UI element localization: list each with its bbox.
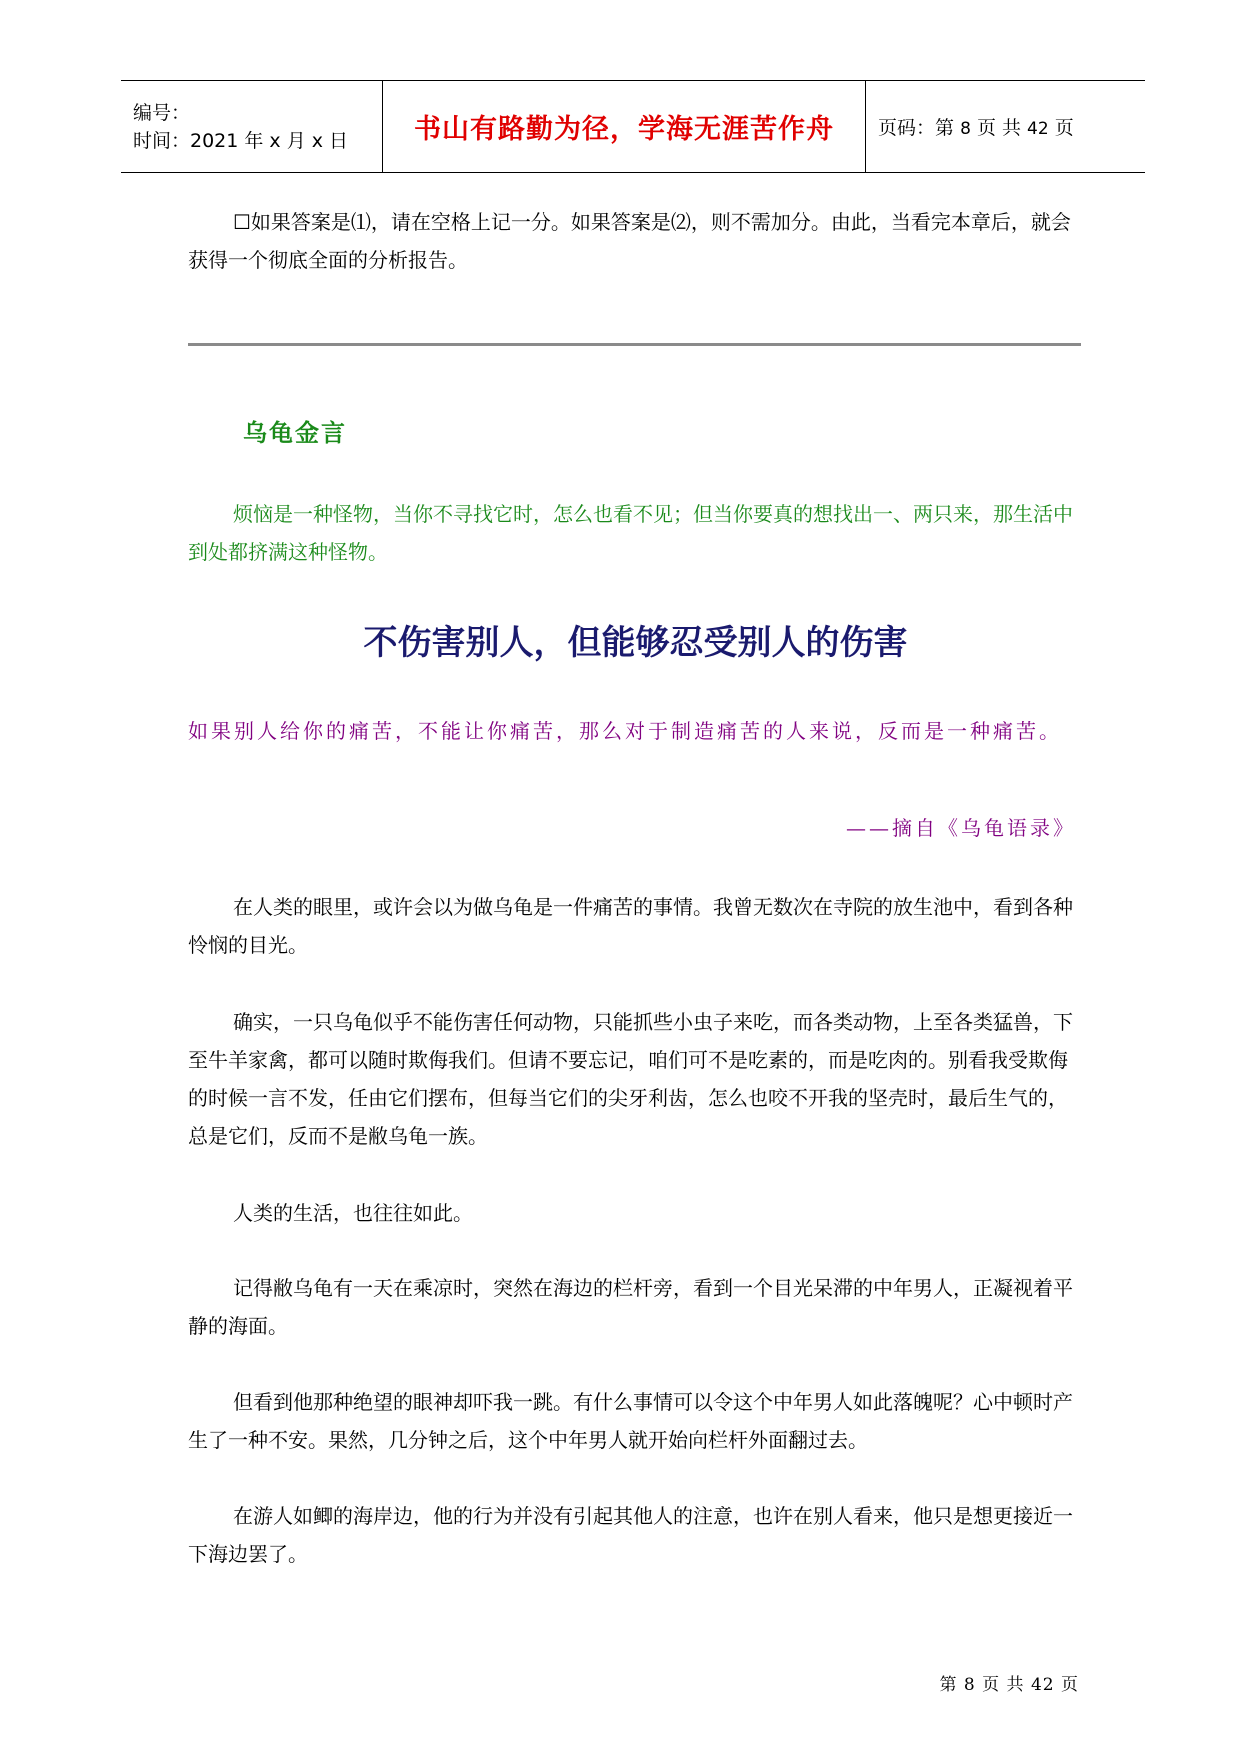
quote-text: 如果别人给你的痛苦，不能让你痛苦，那么对于制造痛苦的人来说，反而是一种痛苦。 (188, 719, 1062, 743)
number-label: 编号： (133, 101, 191, 124)
section-divider (188, 343, 1081, 346)
body-paragraph: 确实，一只乌龟似乎不能伤害任何动物，只能抓些小虫子来吃，而各类动物，上至各类猛兽，下至牛羊家禽，都可以随时欺侮我们。但请不要忘记，咱们可不是吃素的，而是吃肉的。别看我受欺侮的时候一言不发，任由它们摆布，但每当它们的尖牙利齿，怎么也咬不开我的坚壳时，最后生气的，总是它们，反而不是敝乌龟一族。 (188, 1010, 1073, 1148)
main-title: 不伤害别人，但能够忍受别人的伤害 (363, 623, 908, 663)
body-paragraph: 记得敝乌龟有一天在乘凉时，突然在海边的栏杆旁，看到一个目光呆滞的中年男人，正凝视着平静的海面。 (188, 1276, 1073, 1338)
time-label: 时间：2021 年 x 月 x 日 (133, 129, 349, 152)
quote-source: ——摘自《乌龟语录》 (846, 816, 1076, 840)
body-paragraph: 在游人如鲫的海岸边，他的行为并没有引起其他人的注意，也许在别人看来，他只是想更接近一下海边罢了。 (188, 1504, 1073, 1566)
page-prefix: 页码：第 (878, 117, 955, 139)
header-motto-cell (382, 81, 866, 172)
page-indicator (878, 113, 1145, 140)
page-suffix: 页 (1054, 117, 1074, 139)
page-current: 8 (960, 119, 971, 139)
body-paragraph: 但看到他那种绝望的眼神却吓我一跳。有什么事情可以令这个中年男人如此落魄呢？心中顿时产生了一种不安。果然，几分钟之后，这个中年男人就开始向栏杆外面翻过去。 (188, 1390, 1073, 1452)
body-paragraph: 在人类的眼里，或许会以为做乌龟是一件痛苦的事情。我曾无数次在寺院的放生池中，看到各种怜悯的目光。 (188, 895, 1073, 957)
header-info-cell (121, 81, 382, 172)
header-page-cell (866, 81, 1145, 172)
motto: 书山有路勤为径，学海无涯苦作舟 (414, 114, 834, 145)
intro-paragraph: ☐如果答案是⑴，请在空格上记一分。如果答案是⑵，则不需加分。由此，当看完本章后，就会获得一个彻底全面的分析报告。 (188, 210, 1071, 272)
body-paragraph: 人类的生活，也往往如此。 (233, 1201, 473, 1225)
page-footer: 第 8 页 共 42 页 (939, 1675, 1079, 1695)
page-total: 42 (1027, 119, 1049, 139)
green-paragraph: 烦恼是一种怪物，当你不寻找它时，怎么也看不见；但当你要真的想找出一、两只来，那生活中到处都挤满这种怪物。 (188, 502, 1073, 564)
document-header (121, 80, 1145, 173)
section-title: 乌龟金言 (243, 418, 347, 447)
page-mid: 页 共 (976, 117, 1021, 139)
